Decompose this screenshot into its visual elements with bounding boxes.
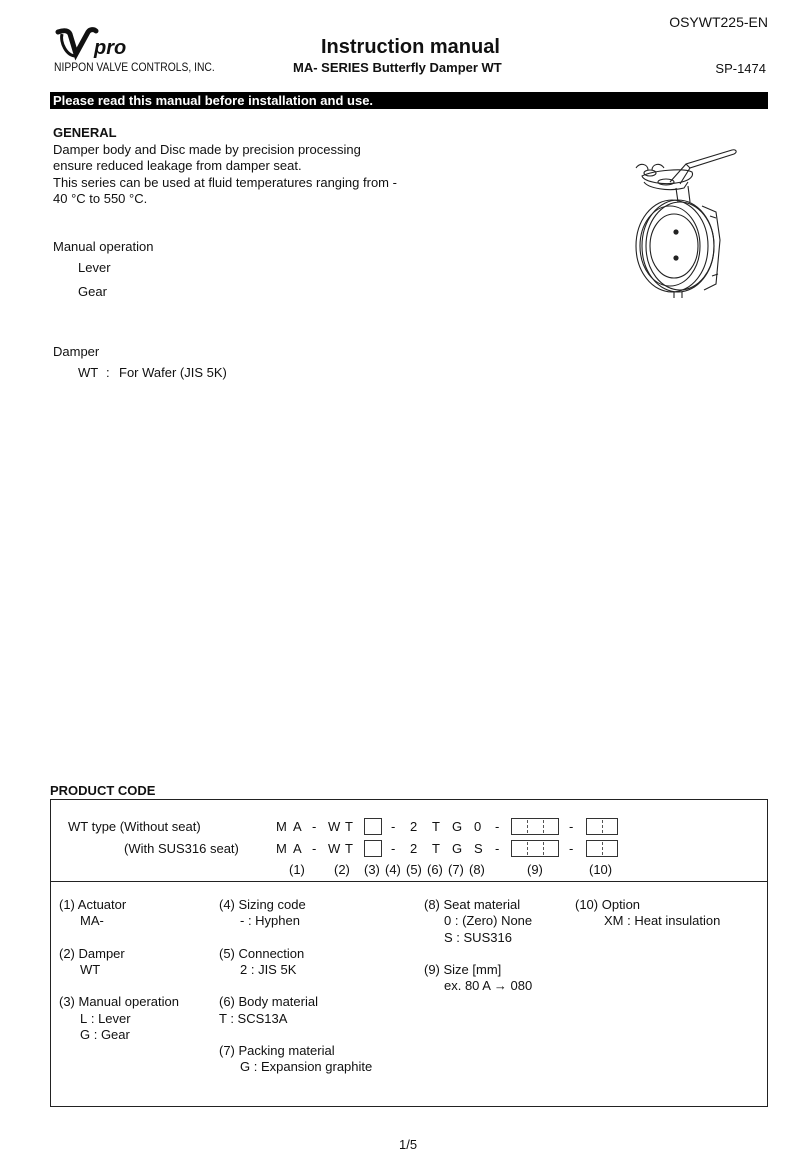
legend-connection-title: (5) Connection	[219, 946, 305, 961]
legend-packing-title: (7) Packing material	[219, 1043, 335, 1058]
sp-code: SP-1474	[715, 61, 766, 76]
manual-operation-lever: Lever	[78, 260, 111, 275]
code-char: W	[328, 841, 341, 856]
code-char: -	[495, 841, 500, 856]
legend-seat-value-sus316: S : SUS316	[444, 930, 512, 945]
position-label: (8)	[469, 862, 485, 877]
legend-damper-value: WT	[80, 962, 101, 977]
size-code-cells	[511, 840, 559, 857]
position-label: (1)	[289, 862, 305, 877]
legend-seat-value-none: 0 : (Zero) None	[444, 913, 533, 928]
manual-operation-label: Manual operation	[53, 239, 154, 254]
size-code-cells	[511, 818, 559, 835]
legend-option-title: (10) Option	[575, 897, 641, 912]
position-label: (4)	[385, 862, 401, 877]
notice-banner: Please read this manual before installation and use.	[50, 92, 768, 109]
manual-operation-gear: Gear	[78, 284, 107, 299]
damper-description: For Wafer (JIS 5K)	[119, 365, 227, 380]
option-code-cells	[586, 818, 618, 835]
code-char: T	[432, 819, 440, 834]
position-label: (2)	[334, 862, 350, 877]
code-cell	[364, 818, 382, 835]
company-logo	[54, 26, 126, 62]
legend-body-title: (6) Body material	[219, 994, 318, 1009]
legend-manual-gear: G : Gear	[80, 1027, 130, 1042]
code-char: 2	[410, 819, 418, 834]
legend-body-value: T : SCS13A	[219, 1011, 288, 1026]
general-text-line: 40 °C to 550 °C.	[53, 191, 148, 206]
position-label: (9)	[527, 862, 543, 877]
option-code-cells	[586, 840, 618, 857]
code-char: -	[312, 841, 317, 856]
position-label: (5)	[406, 862, 422, 877]
legend-actuator-title: (1) Actuator	[59, 897, 127, 912]
code-char: T	[345, 819, 353, 834]
code-char: G	[452, 841, 463, 856]
legend-seat-title: (8) Seat material	[424, 897, 521, 912]
position-label: (3)	[364, 862, 380, 877]
page-number: 1/5	[399, 1137, 418, 1152]
general-text-line: Damper body and Disc made by precision processing	[53, 142, 361, 157]
code-char: 0	[474, 819, 482, 834]
general-heading: GENERAL	[53, 125, 117, 140]
damper-code: WT	[78, 365, 99, 380]
table-divider	[50, 881, 768, 882]
general-text-line: This series can be used at fluid temperatures ranging from -	[53, 175, 397, 190]
legend-actuator-value: MA-	[80, 913, 104, 928]
svg-text:pro: pro	[94, 37, 126, 59]
damper-label: Damper	[53, 344, 100, 359]
code-cell	[364, 840, 382, 857]
code-char: A	[293, 819, 302, 834]
code-char: -	[391, 841, 396, 856]
position-label: (10)	[589, 862, 613, 877]
document-code: OSYWT225-EN	[669, 14, 768, 30]
code-char: -	[569, 819, 574, 834]
code-char: -	[495, 819, 500, 834]
code-char: A	[293, 841, 302, 856]
legend-size-value: ex. 80 A → 080	[444, 978, 533, 993]
code-char: M	[276, 841, 287, 856]
code-char: -	[312, 819, 317, 834]
legend-sizing-title: (4) Sizing code	[219, 897, 306, 912]
page-title: Instruction manual	[321, 36, 500, 58]
product-code-heading: PRODUCT CODE	[50, 783, 156, 798]
legend-sizing-value: - : Hyphen	[240, 913, 300, 928]
general-text-line: ensure reduced leakage from damper seat.	[53, 158, 302, 173]
legend-packing-value: G : Expansion graphite	[240, 1059, 373, 1074]
legend-connection-value: 2 : JIS 5K	[240, 962, 297, 977]
legend-option-value: XM : Heat insulation	[604, 913, 721, 928]
legend-manual-lever: L : Lever	[80, 1011, 131, 1026]
code-char: 2	[410, 841, 418, 856]
code-char: -	[391, 819, 396, 834]
damper-separator: :	[106, 365, 110, 380]
legend-size-title: (9) Size [mm]	[424, 962, 502, 977]
position-label: (6)	[427, 862, 443, 877]
page-subtitle: MA- SERIES Butterfly Damper WT	[293, 60, 502, 75]
legend-damper-title: (2) Damper	[59, 946, 125, 961]
code-char: S	[474, 841, 483, 856]
row1-label: WT type (Without seat)	[68, 819, 201, 834]
butterfly-damper-illustration	[624, 146, 744, 298]
legend-manual-title: (3) Manual operation	[59, 994, 179, 1009]
code-char: -	[569, 841, 574, 856]
code-char: T	[345, 841, 353, 856]
company-name: NIPPON VALVE CONTROLS, INC.	[54, 60, 215, 74]
row2-label: (With SUS316 seat)	[124, 841, 239, 856]
position-label: (7)	[448, 862, 464, 877]
code-char: W	[328, 819, 341, 834]
code-char: T	[432, 841, 440, 856]
code-char: G	[452, 819, 463, 834]
code-char: M	[276, 819, 287, 834]
